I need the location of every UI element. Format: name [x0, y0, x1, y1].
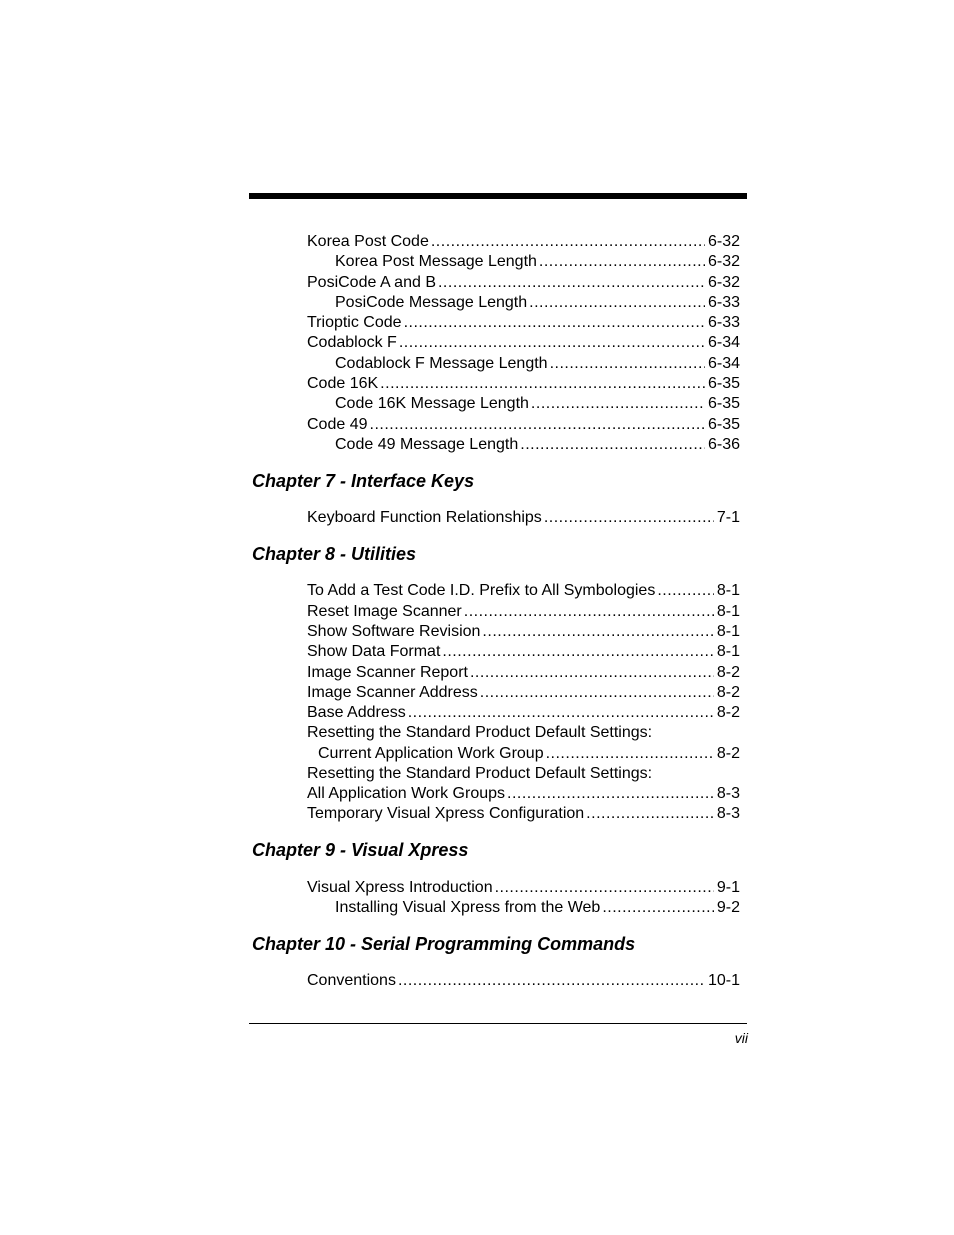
leader-dots: [431, 232, 705, 252]
toc-entry[interactable]: [307, 602, 740, 622]
leader-dots: [370, 415, 705, 435]
leader-dots: [539, 252, 705, 272]
toc-entry-page: 8-2: [716, 664, 740, 681]
toc-entry[interactable]: [335, 293, 740, 313]
toc-entry-page: 8-2: [716, 684, 740, 701]
toc-entry[interactable]: [335, 354, 740, 374]
toc-entry-title: PosiCode Message Length: [335, 294, 528, 311]
toc-entry-page: 8-1: [716, 643, 740, 660]
toc-entry[interactable]: [307, 232, 740, 252]
toc-entry-title: Reset Image Scanner: [307, 603, 462, 620]
leader-dots: [380, 374, 705, 394]
toc-entry-page: 8-2: [716, 704, 740, 721]
leader-dots: [529, 293, 705, 313]
toc-entry-title: PosiCode A and B: [307, 274, 436, 291]
toc-entry-page: 6-32: [707, 233, 740, 250]
toc-entry-title: Resetting the Standard Product Default Settings:: [307, 724, 653, 741]
toc-entry-title: Show Data Format: [307, 643, 441, 660]
toc-entry[interactable]: [335, 252, 740, 272]
toc-entry-title: To Add a Test Code I.D. Prefix to All Symbologies: [307, 582, 656, 599]
toc-entry[interactable]: [307, 642, 740, 662]
toc-entry[interactable]: [307, 581, 740, 601]
chapter-heading: Chapter 9 - Visual Xpress: [252, 840, 469, 860]
toc-entry-page: 8-1: [716, 582, 740, 599]
toc-entry-title: Show Software Revision: [307, 623, 481, 640]
toc-entry-title: Codablock F Message Length: [335, 355, 548, 372]
leader-dots: [531, 394, 705, 414]
toc-entry-page: 6-34: [707, 334, 740, 351]
toc-entry[interactable]: [307, 971, 740, 991]
toc-entry[interactable]: [307, 333, 740, 353]
toc-entry-page: 6-33: [707, 294, 740, 311]
leader-dots: [586, 804, 714, 824]
leader-dots: [507, 784, 714, 804]
leader-dots: [480, 683, 714, 703]
toc-entry-title: Image Scanner Address: [307, 684, 478, 701]
toc-entry-page: 6-34: [707, 355, 740, 372]
top-rule: [249, 193, 747, 199]
toc-entry-page: 6-36: [707, 436, 740, 453]
toc-entry-page: 8-1: [716, 603, 740, 620]
toc-entry-title: Code 49: [307, 416, 368, 433]
toc-entry[interactable]: [307, 415, 740, 435]
toc-entry[interactable]: [318, 744, 740, 764]
leader-dots: [438, 273, 705, 293]
toc-entry[interactable]: [307, 784, 740, 804]
leader-dots: [550, 354, 705, 374]
toc-entry-page: 9-1: [716, 879, 740, 896]
toc-entry-title: Trioptic Code: [307, 314, 402, 331]
toc-entry[interactable]: [307, 313, 740, 333]
toc-entry-page: 8-2: [716, 745, 740, 762]
toc-entry[interactable]: [307, 804, 740, 824]
toc-entry-title: Installing Visual Xpress from the Web: [335, 899, 601, 916]
toc-entry-title: Temporary Visual Xpress Configuration: [307, 805, 585, 822]
toc-entry[interactable]: [307, 622, 740, 642]
leader-dots: [482, 622, 713, 642]
toc-entry-title: Visual Xpress Introduction: [307, 879, 493, 896]
toc-entry-title: Korea Post Code: [307, 233, 429, 250]
toc-entry[interactable]: [307, 663, 740, 683]
toc-entry-page: 8-1: [716, 623, 740, 640]
toc-entry[interactable]: [307, 703, 740, 723]
toc-entry-title: Korea Post Message Length: [335, 253, 537, 270]
leader-dots: [546, 744, 714, 764]
toc-entry[interactable]: [335, 435, 740, 455]
toc-entry-page: 10-1: [707, 972, 740, 989]
toc-entry-title: Codablock F: [307, 334, 397, 351]
toc-entry-page: 6-32: [707, 253, 740, 270]
leader-dots: [404, 313, 705, 333]
toc-entry[interactable]: [307, 878, 740, 898]
toc-entry[interactable]: [307, 508, 740, 528]
toc-entry-page: 8-3: [716, 785, 740, 802]
toc-entry[interactable]: [335, 394, 740, 414]
toc-entry-title: Code 16K Message Length: [335, 395, 529, 412]
leader-dots: [399, 333, 705, 353]
toc-entry-page: 9-2: [716, 899, 740, 916]
leader-dots: [408, 703, 714, 723]
leader-dots: [442, 642, 713, 662]
leader-dots: [520, 435, 705, 455]
toc-entry-page: 6-35: [707, 416, 740, 433]
toc-entry-page: 6-35: [707, 375, 740, 392]
leader-dots: [470, 663, 714, 683]
leader-dots: [495, 878, 714, 898]
chapter-heading: Chapter 7 - Interface Keys: [252, 471, 475, 491]
toc-entry-title: Current Application Work Group: [318, 745, 544, 762]
toc-entry[interactable]: [307, 683, 740, 703]
chapter-heading: Chapter 10 - Serial Programming Commands: [252, 934, 636, 954]
toc-entry-page: 8-3: [716, 805, 740, 822]
leader-dots: [398, 971, 705, 991]
toc-entry-page: 6-35: [707, 395, 740, 412]
leader-dots: [464, 602, 714, 622]
leader-dots: [657, 581, 714, 601]
toc-entry[interactable]: [307, 374, 740, 394]
toc-entry[interactable]: [307, 273, 740, 293]
toc-entry-title: Code 16K: [307, 375, 379, 392]
toc-entry-title: Keyboard Function Relationships: [307, 509, 542, 526]
leader-dots: [544, 508, 714, 528]
page-number: vii: [734, 1030, 748, 1046]
toc-entry-page: 6-32: [707, 274, 740, 291]
toc-entry[interactable]: [335, 898, 740, 918]
bottom-rule: [249, 1023, 747, 1024]
toc-entry-title: Image Scanner Report: [307, 664, 468, 681]
toc-entry-title: All Application Work Groups: [307, 785, 506, 802]
toc-entry-page: 6-33: [707, 314, 740, 331]
leader-dots: [602, 898, 714, 918]
toc-entry-title: Code 49 Message Length: [335, 436, 519, 453]
toc-entry-title: Resetting the Standard Product Default Settings:: [307, 765, 653, 782]
toc-entry-title: Conventions: [307, 972, 396, 989]
chapter-heading: Chapter 8 - Utilities: [252, 544, 417, 564]
toc-entry-title: Base Address: [307, 704, 406, 721]
toc-entry-page: 7-1: [716, 509, 740, 526]
